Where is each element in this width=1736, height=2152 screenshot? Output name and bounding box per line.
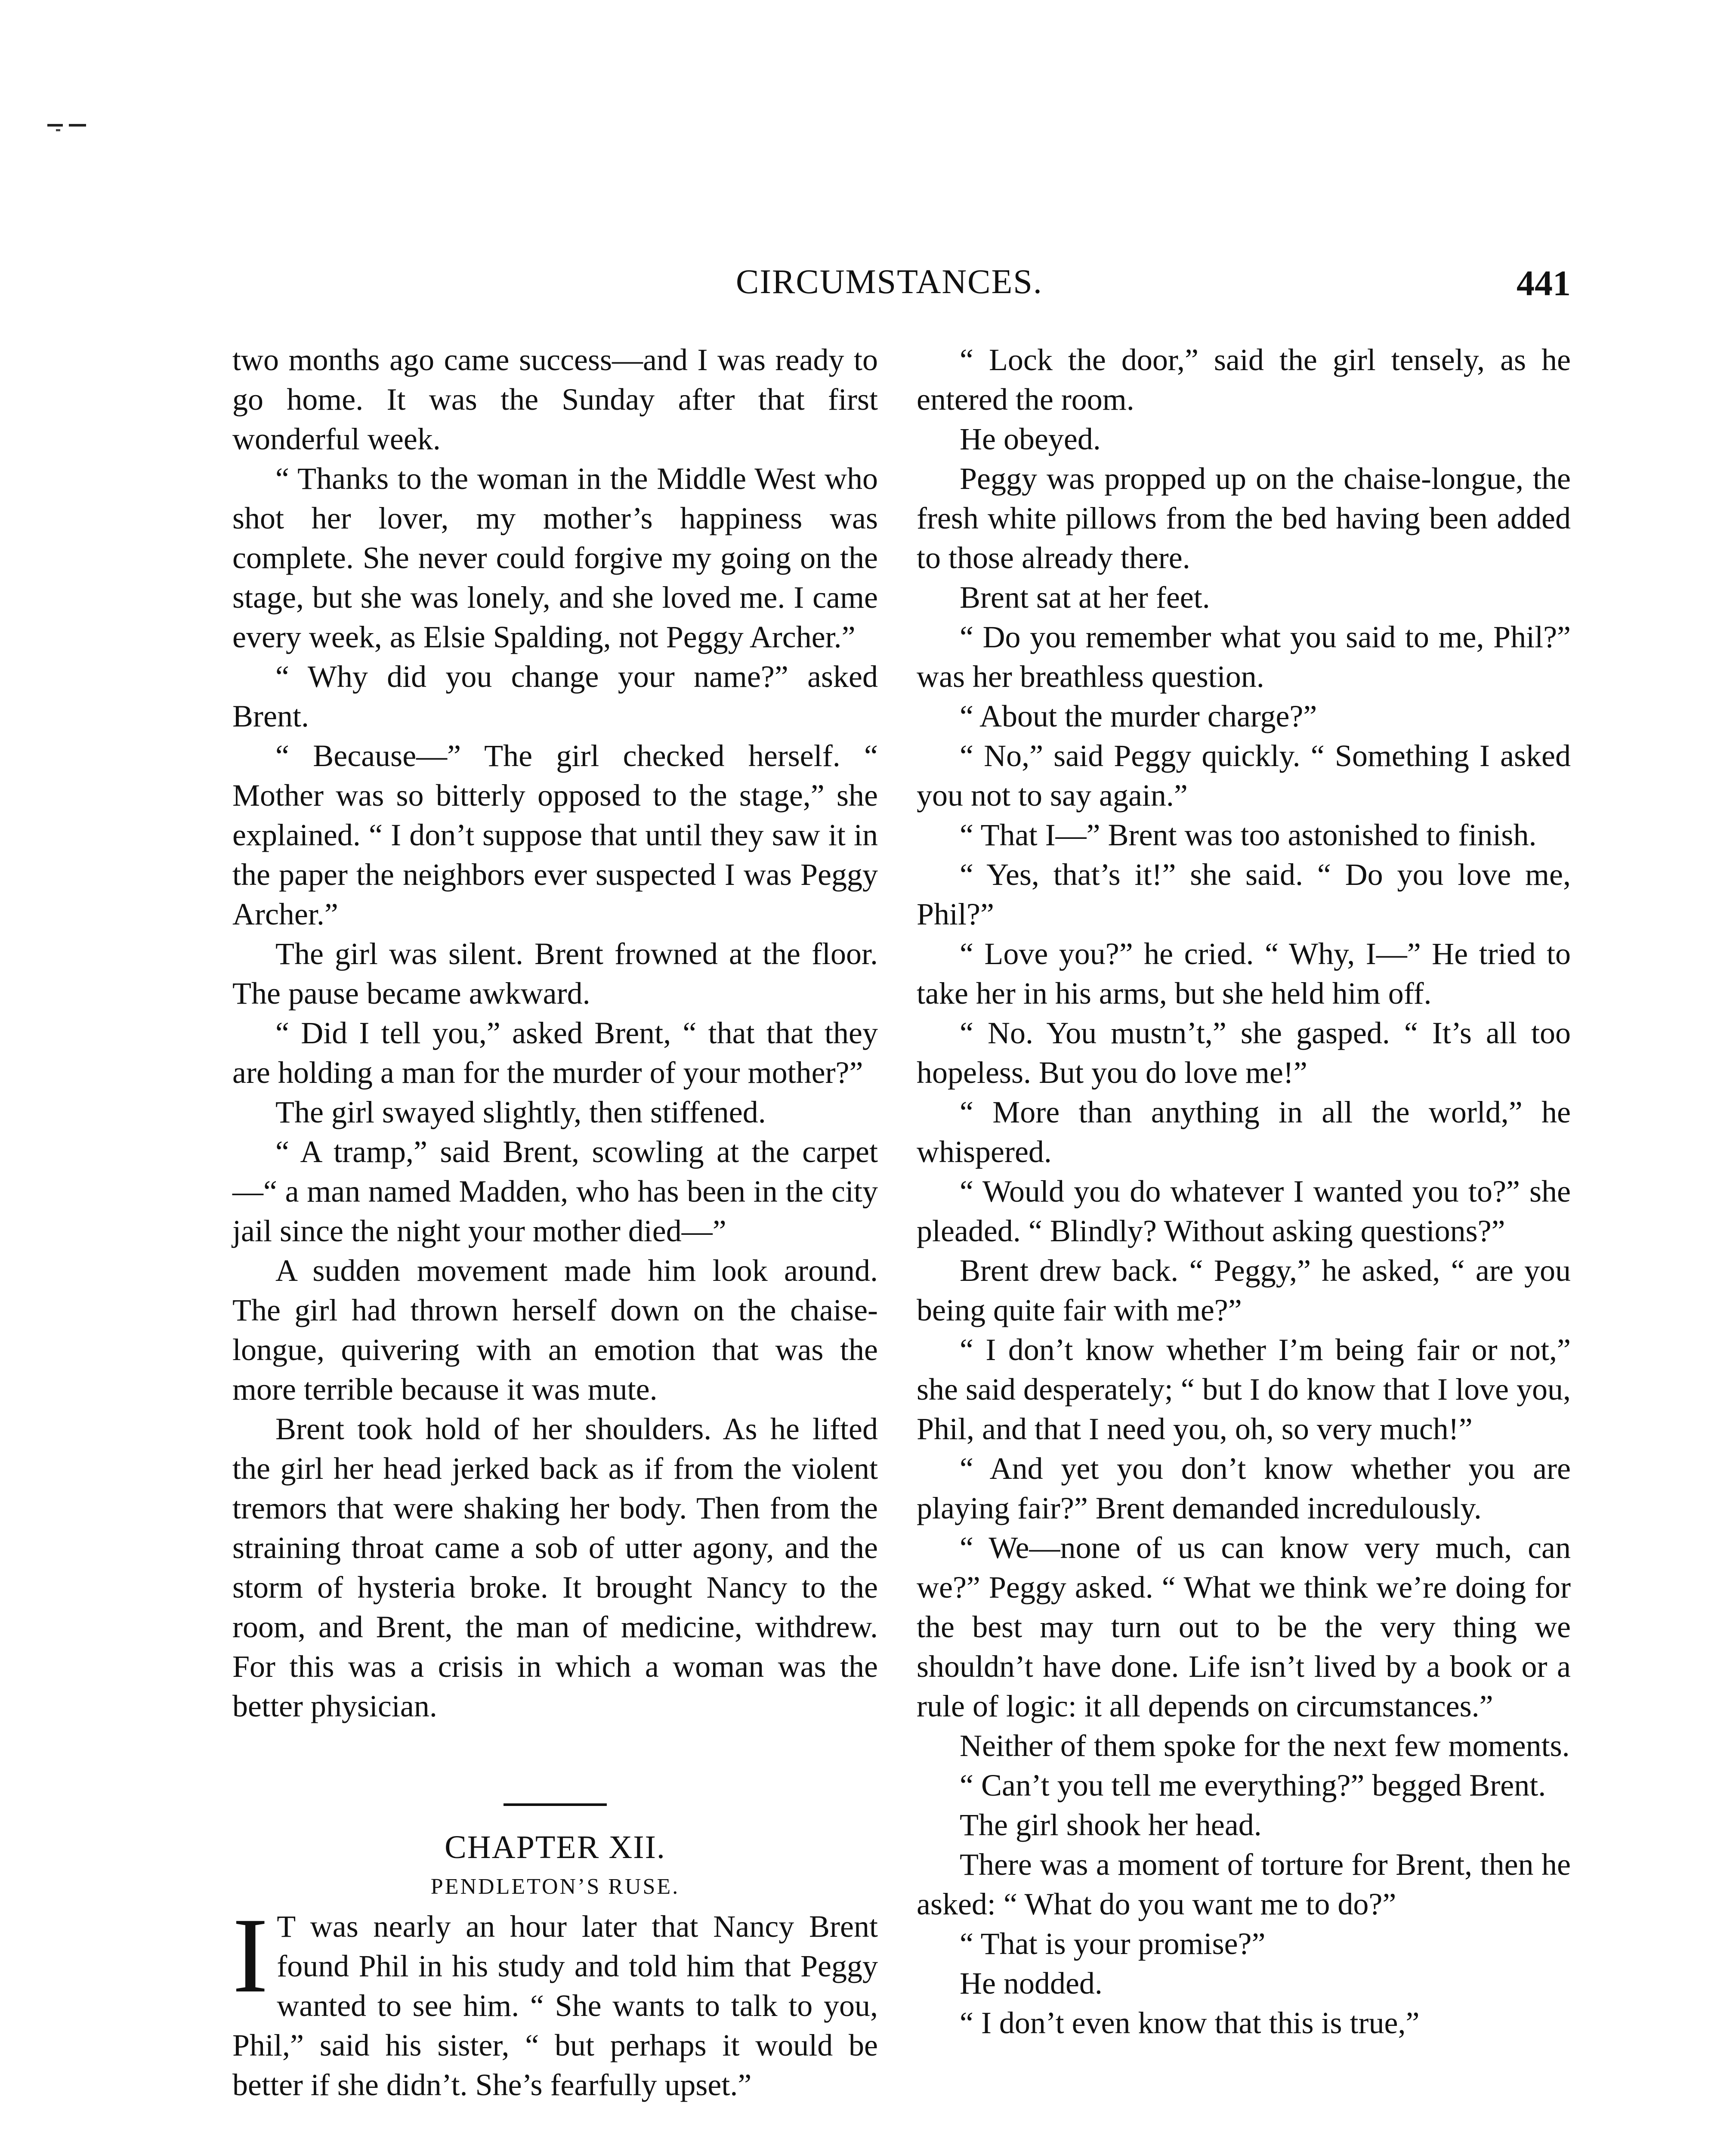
paragraph: Brent drew back. “ Peggy,” he asked, “ are you being quite fair with me?” [917, 1253, 1571, 1327]
paragraph: “ Can’t you tell me everything?” begged Brent. [960, 1768, 1546, 1803]
paragraph: “ That is your promise?” [960, 1926, 1266, 1961]
paragraph: Brent sat at her feet. [960, 580, 1210, 615]
paragraph: “ Thanks to the woman in the Middle West who shot her lover, my mother’s happiness was complete. She never could forgive my going on the stage, but she was lonely, and she loved me. I came every week, as Elsie Spalding, not Peggy Archer.” [232, 461, 878, 654]
paragraph: “ We—none of us can know very much, can we?” Peggy asked. “ What we think we’re doing for the best may turn out to be the very thing we shouldn’t have done. Life isn’t lived by a book or a rule of logic: it all depends on circumstances.” [917, 1531, 1571, 1723]
paragraph: The girl was silent. Brent frowned at the floor. The pause became awkward. [232, 937, 878, 1011]
paragraph: “ Lock the door,” said the girl tensely, as he entered the room. [917, 343, 1571, 417]
paragraph: two months ago came success—and I was ready to go home. It was the Sunday after that first wonderful week. [232, 343, 878, 456]
paragraph: “ Why did you change your name?” asked Brent. [232, 659, 878, 733]
paragraph: He obeyed. [960, 422, 1101, 456]
paragraph: Neither of them spoke for the next few moments. [960, 1728, 1570, 1763]
ink-speck [47, 120, 90, 133]
paragraph: “ That I—” Brent was too astonished to finish. [960, 818, 1537, 852]
paragraph: “ I don’t know whether I’m being fair or not,” she said desperately; “ but I do know that I love you, Phil, and that I need you, oh, so very much!” [917, 1333, 1571, 1446]
paragraph: Brent took hold of her shoulders. As he lifted the girl her head jerked back as if from the violent tremors that were shaking her body. Then from the straining throat came a sob of utter agony, and the storm of hysteria broke. It brought Nancy to the room, and Brent, the man of medicine, withdrew. For this was a crisis in which a woman was the better physician. [232, 1412, 878, 1723]
chapter-opening-paragraph [232, 1896, 878, 2105]
paragraph: “ More than anything in all the world,” he whispered. [917, 1095, 1571, 1169]
paragraph: “ Do you remember what you said to me, Phil?” was her breathless question. [917, 620, 1571, 694]
paragraph: A sudden movement made him look around. The girl had thrown herself down on the chaise-longue, quivering with an emotion that was the more terrible because it was mute. [232, 1253, 878, 1407]
paragraph: The girl shook her head. [960, 1808, 1262, 1842]
right-column-text [917, 340, 1571, 2043]
left-column-text [232, 340, 878, 1726]
paragraph: “ No,” said Peggy quickly. “ Something I asked you not to say again.” [917, 739, 1571, 813]
running-head: CIRCUMSTANCES. [736, 263, 1043, 301]
paragraph: “ Would you do whatever I wanted you to?” she pleaded. “ Blindly? Without asking questions?” [917, 1174, 1571, 1248]
page-number: 441 [1517, 263, 1571, 303]
paragraph: “ Did I tell you,” asked Brent, “ that that they are holding a man for the murder of your mother?” [232, 1016, 878, 1090]
paragraph: “ I don’t even know that this is true,” [960, 2006, 1420, 2040]
drop-cap: I [232, 1896, 269, 2015]
paragraph: Peggy was propped up on the chaise-longue, the fresh white pillows from the bed having been added to those already there. [917, 461, 1571, 575]
page-header [232, 263, 1571, 314]
section-divider [504, 1803, 607, 1806]
paragraph: “ And yet you don’t know whether you are playing fair?” Brent demanded incredulously. [917, 1451, 1571, 1525]
right-column [917, 340, 1571, 2043]
chapter-subtitle: PENDLETON’S RUSE. [430, 1874, 680, 1899]
paragraph: The girl swayed slightly, then stiffened. [275, 1095, 766, 1129]
paragraph: “ Because—” The girl checked herself. “ Mother was so bitterly opposed to the stage,” she explained. “ I don’t suppose that until they saw it in the paper the neighbors ever suspected I was Peggy Archer.” [232, 739, 878, 931]
paragraph: “ Yes, that’s it!” she said. “ Do you love me, Phil?” [917, 857, 1571, 931]
paragraph: “ No. You mustn’t,” she gasped. “ It’s all too hopeless. But you do love me!” [917, 1016, 1571, 1090]
paragraph: There was a moment of torture for Brent, then he asked: “ What do you want me to do?” [917, 1847, 1571, 1921]
paragraph: “ Love you?” he cried. “ Why, I—” He tried to take her in his arms, but she held him off. [917, 937, 1571, 1011]
chapter-opening-text: T was nearly an hour later that Nancy Brent found Phil in his study and told him that Peggy wanted to see him. “ She wants to talk to you, Phil,” said his sister, “ but perhaps it would be better if she didn’t. She’s fearfully upset.” [232, 1909, 878, 2102]
left-column [232, 340, 878, 2105]
paragraph: “ A tramp,” said Brent, scowling at the carpet—“ a man named Madden, who has been in the city jail since the night your mother died—” [232, 1135, 878, 1248]
chapter-title: CHAPTER XII. [445, 1829, 666, 1865]
paragraph: He nodded. [960, 1966, 1103, 2000]
paragraph: “ About the murder charge?” [960, 699, 1317, 733]
